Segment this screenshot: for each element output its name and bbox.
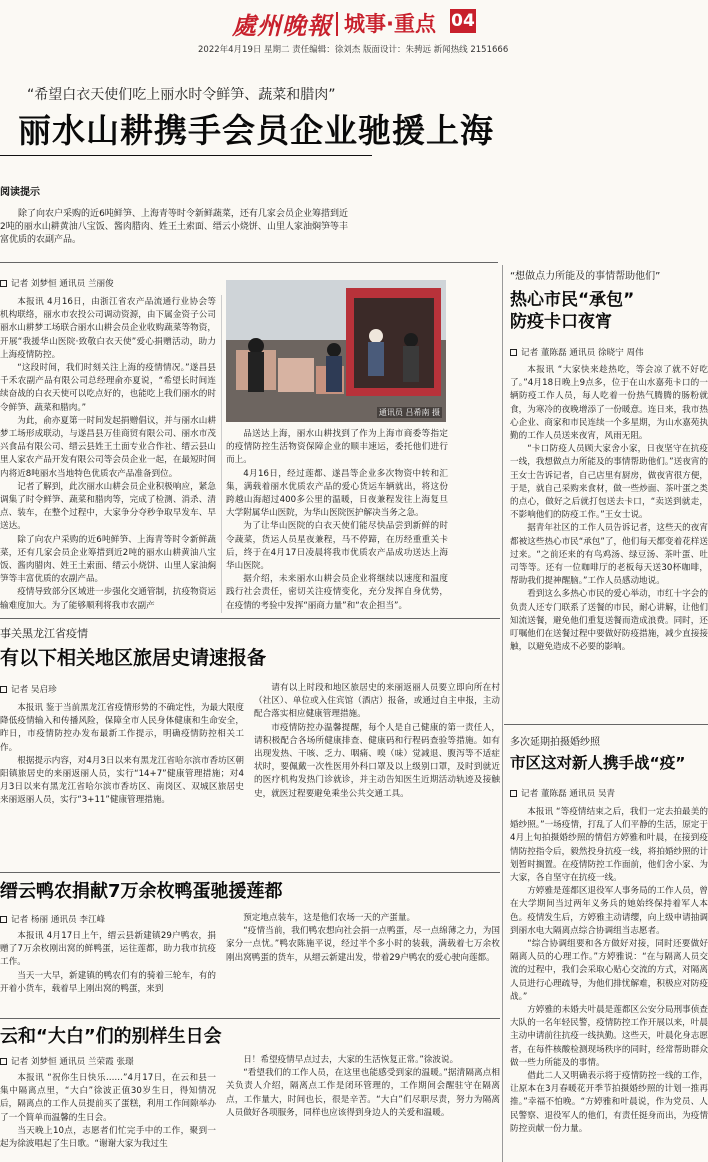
right2-body: 本报讯 “等疫情结束之后，我们一定去拍最美的婚纱照。”一场疫情，打乱了人们平静的生活，原定于4月上旬拍摄婚纱照的情侣方婷雅和叶晨，在接到疫情防控指令后，毅然投身抗疫一线，将拍婚纱照的计划暂时搁置。在疫情防控工作面前，他们舍小家、为大家，各自坚守在抗疫一线。 方婷雅是莲都区退役军人事务局的工作人员，曾在大学期间当过两年义务兵的她始终保持着军人本色。疫情发生后，方婷雅主动请缨，向上级申请抽调到丽水电大隔离点综合协调组当志愿者。 “综合协调组要和各方做好对接，同时还要做好隔离人员的心理工作。”方婷雅说：“在与隔离人员交流的过程中，我们会采取心贴心交流的方式，对隔离人员进行心理疏导，为他们排忧解难，积极应对防疫战。” 方婷雅的未婚夫叶晨是莲都区公安分局刑事侦查大队的一名年轻民警，疫情防控工作开展以来，叶晨主动申请前往抗疫一线执勤。这些天，叶晨化身志愿者，在每件核酸检测现场秩序的同时，经常帮助群众做一些力所能及的事情。 借此二人又明确表示将于疫情防控一线的工作，让原本在3月春暖花开季节拍摄婚纱照的计划一推再推。”幸福不怕晚。“方婷雅和叶晨说，作为党员、人民警察、退役军人的他们，有责任挺身而出，为疫情防控贡献一份力量。 — [510, 807, 708, 1134]
egg-top-rule — [0, 872, 500, 873]
egg-column-1: 本报讯 4月17日上午，缙云县新建镇29户鸭农，捐赠了7万余枚刚出窝的鲜鸭蛋，运往莲都，助力我市抗疫工作。 当天一大早，新建镇的鸭农们有的骑着三轮车，有的开着小货车，载着早上刚出窝的鸭蛋，来到 — [0, 931, 216, 994]
lead-rule — [0, 155, 372, 156]
lead-kicker: “希望白衣天使们吃上丽水时令鲜笋、蔬菜和腊肉” — [27, 87, 336, 103]
bottom-column-2: 日！希望疫情早点过去，大家的生活恢复正常。”徐波说。 “看望我们的工作人员，在这里也能感受到家的温暖。”据清隔离点相关负责人介绍，隔离点工作是闭环管理的，工作期间会醒驻守在隔离点，工作量大，时间也长，很是辛苦。“大白”们尽职尽责，努力为隔离人员做好各项服务，同样也应该得到身边人的关爱和温暖。 — [226, 1055, 500, 1118]
right1-body: 本报讯 “大家快来趁热吃，等会凉了就不好吃了。”4月18日晚上9点多，位于在山水嘉苑卡口的一辆防疫工作人员，每人吃着一份热气腾腾的肠粉就食，为寒冷的夜晚增添了一份暖意。连日来，我市热心企业、商家和市民连续一个多星期，为山水嘉苑执勤的工作人员送来夜宵，风雨无阻。 “卡口防疫人员顾大家舍小家，日夜坚守在抗疫一线，我想做点力所能及的事情帮助他们。”送夜宵的王女士告诉记者，自己店里有厨房，做夜宵很方便，于是，就自己采购来食材，做一些炒面、茶叶蛋之类的点心，做好之后就打包送去卡口，“卖送到就走，不影响他们的防疫工作。”王女士说。 据青年社区的工作人员告诉记者，这些天的夜宵都被这些热心市民“承包”了，他们每天都变着花样送过来。“之前还来的有鸟鸡汤、绿豆汤、茶叶蛋、吐司等等。还有一位咖啡厅的老板每天送30杯咖啡，帮助我们提神醒脑。”工作人员感动地说。 看到这么多热心市民的爱心举动，市红十字会的负责人还专门联系了送餐的市民，耐心讲解，让他们知流送餐，避免他们重复送餐而造成浪费。同时，还叮嘱他们在送餐过程中要做好防疫措施，减少直接接触，以避免造成不必要的影响。 — [510, 365, 708, 653]
reading-tip-bottom-rule — [0, 262, 498, 263]
right2-kicker: 多次延期拍摄婚纱照 — [510, 737, 600, 748]
bottom-headline: 云和“大白”们的别样生日会 — [0, 1026, 222, 1047]
lead-byline: 记者 刘梦恒 通讯员 兰丽俊 — [0, 278, 114, 290]
section-name: 城事·重点 — [344, 12, 436, 36]
photo-caption: 通讯员 吕希南 摄 — [378, 408, 440, 417]
byline-box-icon — [510, 790, 517, 797]
right2-byline: 记者 董陈磊 通讯员 吴青 — [510, 788, 615, 800]
right2-headline: 市区这对新人携手战“疫” — [510, 754, 686, 772]
lead-column-2: 品送达上海，丽水山耕找到了作为上海市商委等指定的疫情防控生活物资保障企业的顺丰速运，委托他们进行而上。 4月16日，经过莲都、遂昌等企业多次物资中转和汇集，满载着丽水优质农产品的爱心货运车辆就出，将这份跨越山海超过400多公里的温暖，日夜兼程发往上海复旦大学附属华山医院，为华山医院医护解决当务之急。 为了让华山医院的白衣天使们能尽快品尝到新鲜的时令蔬菜，货运人员星夜兼程，马不停蹄，在历经重重关卡后，终于在4月17日凌晨将我市优质农产品成功送达上海华山医院。 据介绍，未来丽水山耕会员企业将继续以速度和温度践行社会责任，密切关注疫情变化，充分发挥自身优势，在疫情的考验中发挥“丽商力量”和“农企担当”。 — [226, 429, 448, 611]
lead-headline: 丽水山耕携手会员企业驰援上海 — [18, 111, 494, 150]
bottom-column-1: 本报讯 “祝你生日快乐……”4月17日，在云和县一集中隔离点里，“大白”徐波正值30岁生日，得知情况后，隔离点的工作人员提前买了蛋糕，利用工作间隙举办了一个简单而温馨的生日会。 当天晚上10点，志愿者们忙完手中的工作，聚到一起为徐波唱起了生日歌。“谢谢大家为我过生 — [0, 1073, 216, 1150]
column-divider-inner — [221, 295, 222, 613]
column-divider-right — [502, 265, 503, 1162]
byline-box-icon — [0, 916, 7, 923]
egg-byline: 记者 杨丽 通讯员 李江峰 — [0, 914, 105, 926]
bottom-byline: 记者 刘梦恒 通讯员 兰荣霞 张璟 — [0, 1056, 134, 1068]
byline-box-icon — [0, 1058, 7, 1065]
page-number-badge: 04 — [451, 11, 475, 31]
masthead-info-line: 2022年4月19日 星期二 责任编辑：徐刘杰 版面设计：朱骋远 新闻热线 2151666 — [198, 45, 509, 55]
masthead — [0, 0, 708, 62]
right-section-rule — [504, 724, 708, 725]
news-photo — [226, 280, 446, 422]
byline-box-icon — [0, 280, 7, 287]
reading-tip-text: 除了向农户采购的近6吨鲜笋、上海青等时令新鲜蔬菜，还有几家会员企业筹措到近2吨的丽水山耕黄油八宝饭、酱肉腊肉、姓王土索面、缙云小烧饼、山里人家油焖笋等丰富优质的农副产品。 — [0, 209, 348, 245]
mid-column-1: 本报讯 鉴于当前黑龙江省疫情形势的不确定性，为最大限度降低疫情输入和传播风险，保障全市人民身体健康和生命安全，昨日，市疫情防控办发布最新工作提示，明确疫情防控相关工作。 根据提示内容，对4月3日以来有黑龙江省哈尔滨市香坊区朝阳镇旅居史的来丽返丽人员，实行“14+7”健康管理措施；对4月3日以来有黑龙江省哈尔滨市香坊区、南岗区、双城区旅居史来丽返丽人员，实行“3+11”健康管理措施。 — [0, 703, 244, 806]
mid-headline: 有以下相关地区旅居史请速报备 — [0, 647, 267, 669]
lead-column-1: 本报讯 4月16日，由浙江省农产品流通行业协会等机构联络，丽水市农投公司调动资源，由下属金资子公司丽水山耕梦工场联合丽水山耕会员企业收购蔬菜等物资，开展“我援华山医院·致敬白衣天使”爱心捐赠活动，助力上海疫情防控。 “这段时间，我们时刻关注上海的疫情情况。”遂昌县千禾农副产品有限公司总经理俞亦夏说，“希望长时间连续奋战的白衣天使可以吃点好的，也能吃上我们丽水的时令鲜笋、蔬菜和腊肉。” 为此，俞亦夏第一时间发起捐赠倡议，并与丽水山耕梦工场形成联动，与遂昌县万佳商贸有限公司、丽水市茂兴食品有限公司、缙云县姓王土面专业合作社、缙云县山里人家农产品开发有限公司等会员企业一起，在最短时间内将近8吨丽水当地特色优质农产品准备到位。 记者了解到，此次丽水山耕会员企业积极响应，紧急调集了时令鲜笋、蔬菜和腊肉等，完成了检测、消杀、清点、装车，在整个过程中，大家争分夺秒争取早发车、早送达。 除了向农户采购的近6吨鲜笋、上海青等时令新鲜蔬菜，还有几家会员企业筹措到近2吨的丽水山耕黄油八宝饭、酱肉腊肉、姓王土索面、缙云小烧饼、山里人家油焖笋等丰富优质的农副产品。 疫情导致部分区域进一步强化交通管制，抗疫物资运输难度加大。为了能够顺利将我市农副产 — [0, 297, 216, 611]
right1-headline-line1: 热心市民“承包” — [510, 290, 635, 310]
right1-headline-line2: 防疫卡口夜宵 — [510, 312, 612, 332]
byline-box-icon — [0, 686, 7, 693]
photo-truck-scene-icon — [226, 280, 446, 422]
mid-byline: 记者 吴启珍 — [0, 684, 57, 696]
right1-byline: 记者 董陈磊 通讯员 徐晓宁 周伟 — [510, 347, 644, 359]
bottom-top-rule — [0, 1018, 500, 1019]
mid-kicker: 事关黑龙江省疫情 — [0, 627, 88, 640]
egg-column-2: 预定地点装车，这是他们农场一天的产蛋量。 “疫情当前，我们鸭农想向社会捐一点鸭蛋，尽一点绵薄之力，为国家分一点忧。”鸭农陈施平说，经过半个多小时的装载，满载着七万余枚刚出窝鸭蛋的货车，从缙云新建出发，带着29户鸭农的爱心驶向莲都。 — [226, 913, 500, 963]
paper-name-logo: 處州晚報 — [232, 11, 332, 40]
mid-column-2: 请有以上时段和地区旅居史的来丽返丽人员要立即向所在村（社区）、单位或入住宾馆（酒店）报备，或通过自主申报，主动配合落实相应健康管理措施。 市疫情防控办温馨提醒，每个人是自己健康的第一责任人，请积极配合各场所健康排查、健康码和行程码查验等措施。如有出现发热、干咳、乏力、咽痛、嗅（味）觉减退、腹泻等不适症状时，要佩戴一次性医用外科口罩及以上级别口罩，及时到就近的医疗机构发热门诊就诊，并主动告知医生近期活动轨迹及接触史，就医过程要避免乘坐公共交通工具。 — [254, 683, 500, 799]
masthead-divider — [336, 12, 338, 36]
right1-kicker: “想做点力所能及的事情帮助他们” — [510, 271, 661, 282]
egg-headline: 缙云鸭农捐献7万余枚鸭蛋驰援莲都 — [0, 881, 283, 902]
byline-box-icon — [510, 349, 517, 356]
reading-tip-label: 阅读提示 — [0, 187, 40, 198]
mid-top-rule — [0, 618, 500, 619]
